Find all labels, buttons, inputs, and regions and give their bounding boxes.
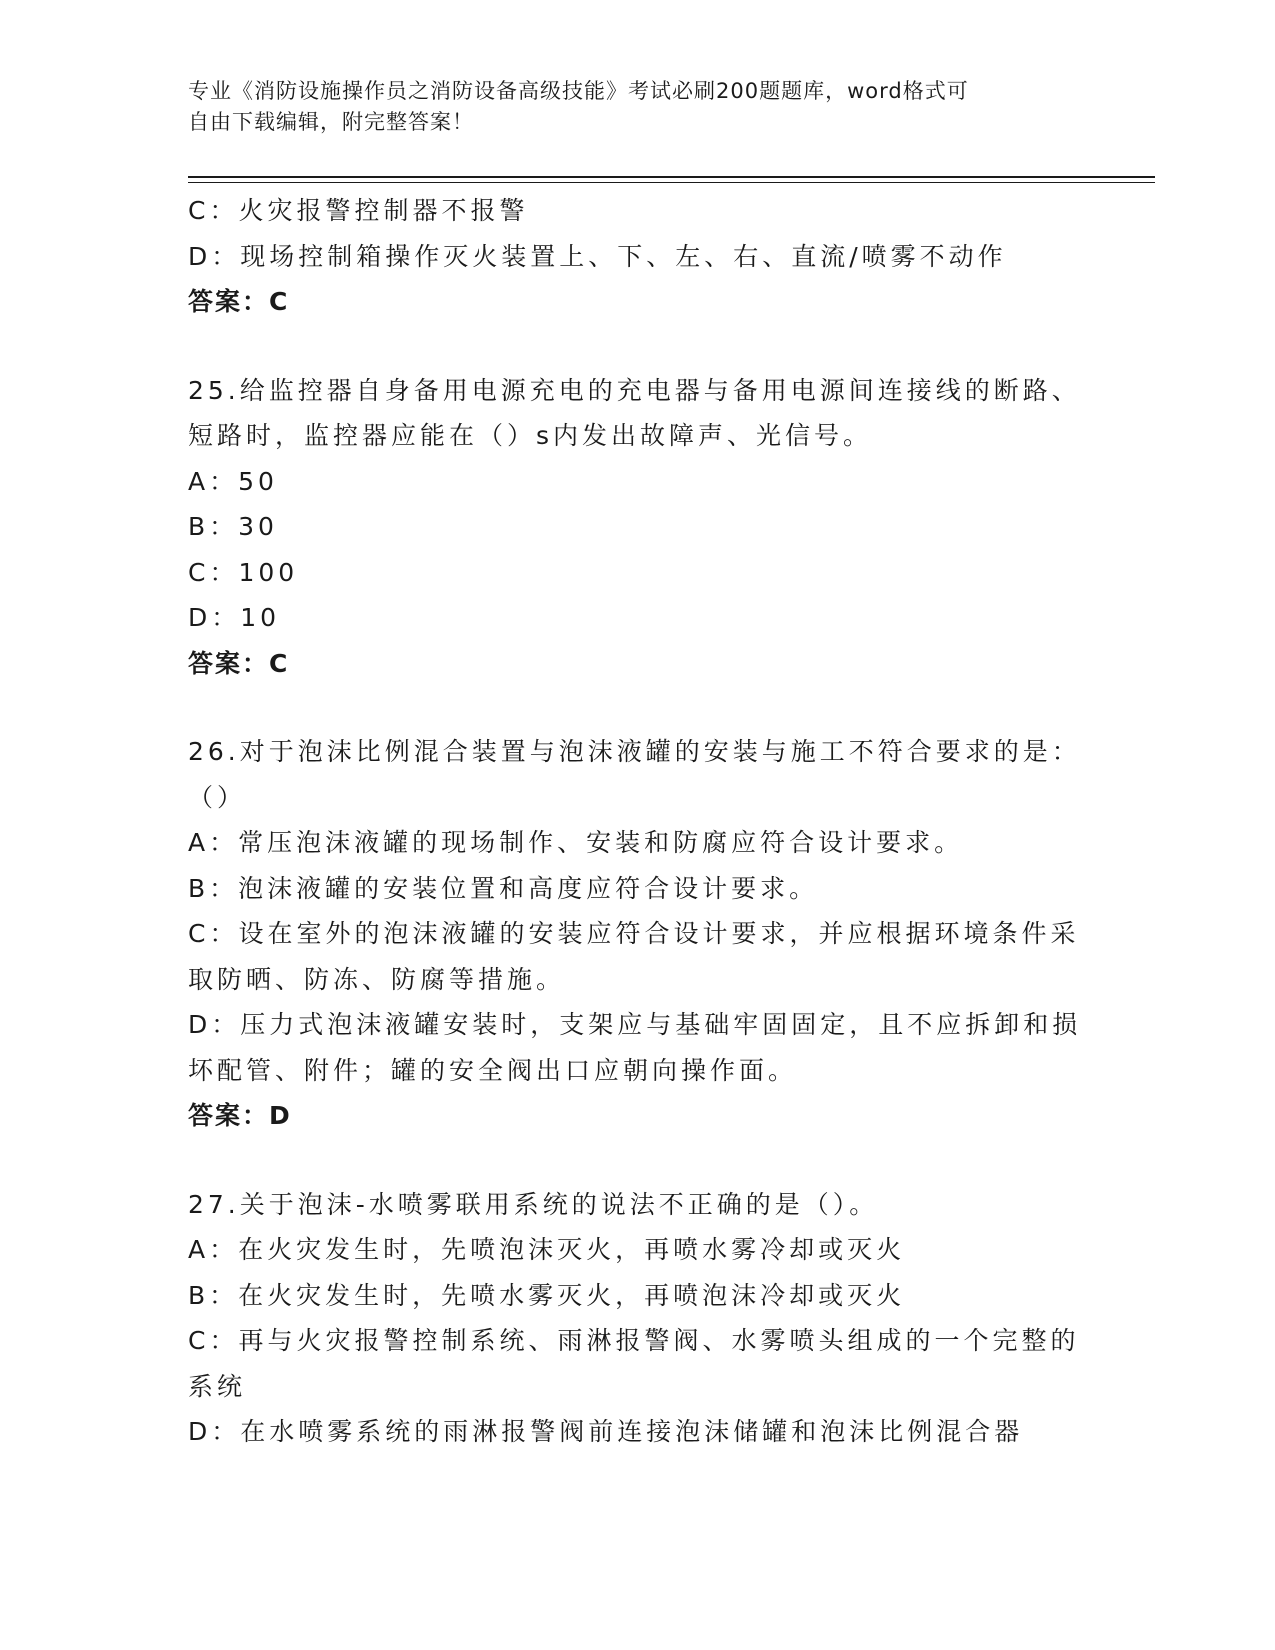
document-body	[188, 188, 1088, 1455]
header-line-2: 自由下载编辑，附完整答案！	[188, 110, 474, 134]
question-25	[188, 368, 1088, 687]
header-divider-thick	[188, 176, 1155, 178]
option-b: B：泡沫液罐的安装位置和高度应符合设计要求。	[188, 873, 819, 903]
header-divider-thin	[188, 182, 1155, 183]
spacer	[188, 686, 1088, 729]
option-c: C：100	[188, 557, 299, 587]
question-stem: 27.关于泡沫-水喷雾联用系统的说法不正确的是（）。	[188, 1189, 879, 1219]
option-d: D：在水喷雾系统的雨淋报警阀前连接泡沫储罐和泡沫比例混合器	[188, 1417, 1024, 1446]
option-b: B：在火灾发生时，先喷水雾灭火，再喷泡沫冷却或灭火	[188, 1280, 906, 1310]
spacer	[188, 325, 1088, 368]
option-a: A：常压泡沫液罐的现场制作、安装和防腐应符合设计要求。	[188, 828, 964, 857]
option-c: C：设在室外的泡沫液罐的安装应符合设计要求，并应根据环境条件采	[188, 919, 1080, 948]
option-c: C：再与火灾报警控制系统、雨淋报警阀、水雾喷头组成的一个完整的	[188, 1326, 1080, 1355]
option-c: C：火灾报警控制器不报警	[188, 196, 529, 225]
option-d-continued: 坏配管、附件；罐的安全阀出口应朝向操作面。	[188, 1055, 798, 1085]
question-stem: （）	[188, 782, 247, 812]
option-c-continued: 取防晒、防冻、防腐等措施。	[188, 964, 566, 994]
option-d: D：10	[188, 603, 281, 632]
answer-line: 答案：C	[188, 648, 290, 678]
option-a: A：在火灾发生时，先喷泡沫灭火，再喷水雾冷却或灭火	[188, 1235, 906, 1264]
question-27	[188, 1182, 1088, 1455]
header-line-1: 专业《消防设施操作员之消防设备高级技能》考试必刷200题题库，word格式可	[188, 79, 969, 103]
option-a: A：50	[188, 466, 278, 496]
spacer	[188, 1139, 1088, 1182]
option-c-continued: 系统	[188, 1371, 247, 1401]
question-stem: 短路时，监控器应能在（）s内发出故障声、光信号。	[188, 421, 873, 450]
option-d: D：现场控制箱操作灭火装置上、下、左、右、直流/喷雾不动作	[188, 241, 1007, 271]
question-stem: 25.给监控器自身备用电源充电的充电器与备用电源间连接线的断路、	[188, 375, 1081, 405]
question-stem: 26.对于泡沫比例混合装置与泡沫液罐的安装与施工不符合要求的是：	[188, 737, 1081, 766]
answer-line: 答案：C	[188, 287, 290, 316]
answer-line: 答案：D	[188, 1101, 292, 1130]
option-d: D：压力式泡沫液罐安装时，支架应与基础牢固固定，且不应拆卸和损	[188, 1010, 1082, 1039]
document-header	[188, 76, 1068, 138]
question-24-tail	[188, 188, 1088, 325]
option-b: B：30	[188, 512, 278, 541]
question-26	[188, 729, 1088, 1139]
